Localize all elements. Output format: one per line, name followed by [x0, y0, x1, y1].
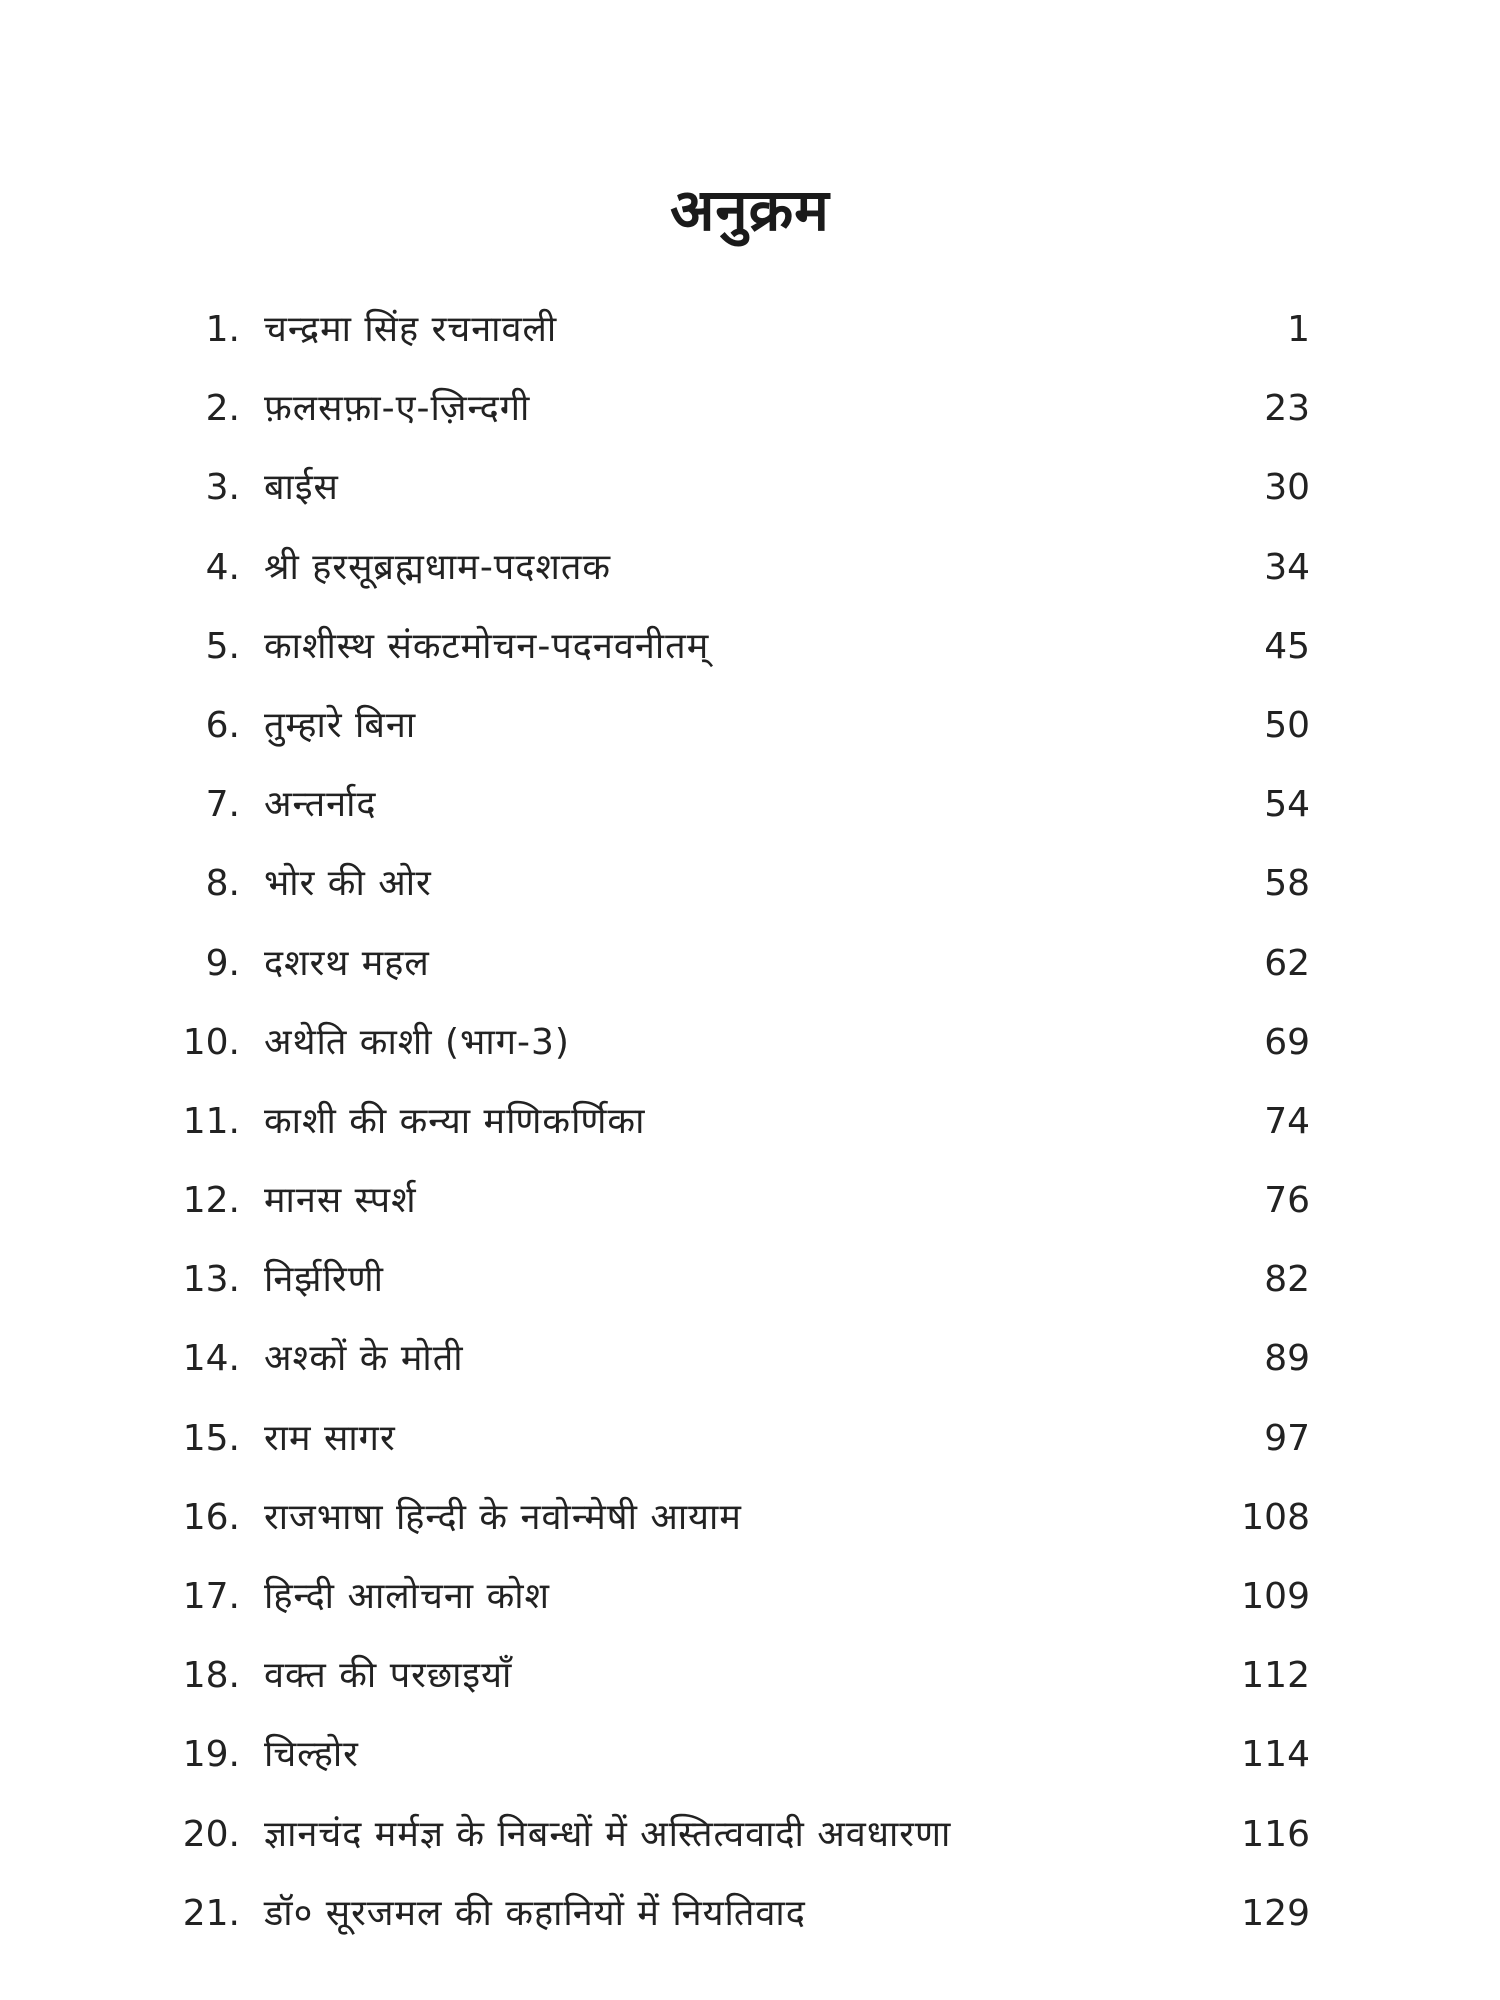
- toc-entry: [0, 607, 1500, 686]
- toc-entry-title: श्री हरसूब्रह्मधाम-पदशतक: [264, 546, 612, 588]
- toc-entry-title: वक्त की परछाइयाँ: [264, 1655, 513, 1697]
- toc-entry-title: काशी की कन्या मणिकर्णिका: [264, 1100, 646, 1142]
- toc-entry-number: 20.: [182, 1813, 240, 1855]
- toc-entry-title: अश्कों के मोती: [264, 1338, 464, 1380]
- toc-entry-number: 7.: [205, 784, 240, 826]
- toc-entry-title: ज्ञानचंद मर्मज्ञ के निबन्धों में अस्तित्ववादी अवधारणा: [264, 1813, 952, 1855]
- toc-entry: [0, 369, 1500, 448]
- toc-entry-page: 69: [1264, 1021, 1310, 1063]
- toc-entry-title: अन्तर्नाद: [264, 784, 377, 826]
- toc-entry-number: 1.: [205, 309, 240, 350]
- toc-entry: [0, 1082, 1500, 1161]
- toc-entry-title: राम सागर: [264, 1417, 396, 1459]
- toc-entry-title: काशीस्थ संकटमोचन-पदनवनीतम्: [264, 625, 710, 667]
- toc-entry-page: 30: [1264, 467, 1310, 509]
- toc-entry-number: 16.: [182, 1496, 240, 1538]
- toc-entry-page: 74: [1264, 1100, 1310, 1142]
- toc-entry: [0, 924, 1500, 1003]
- toc-entry: [0, 528, 1500, 607]
- toc-entry-page: 82: [1264, 1259, 1310, 1301]
- toc-entry: [0, 765, 1500, 844]
- toc-entry-page: 129: [1241, 1892, 1310, 1934]
- toc-entry: [0, 1478, 1500, 1557]
- toc-entry-page: 23: [1264, 388, 1310, 430]
- toc-entry: [0, 1636, 1500, 1715]
- toc-entry: [0, 1399, 1500, 1478]
- toc-entry-title: फ़लसफ़ा-ए-ज़िन्दगी: [264, 388, 531, 430]
- toc-entry-page: 114: [1241, 1734, 1310, 1776]
- toc-entry: [0, 1240, 1500, 1319]
- toc-entry-number: 2.: [205, 388, 240, 430]
- toc-entry-page: 58: [1264, 863, 1310, 905]
- toc-entry: [0, 686, 1500, 765]
- toc-entry-number: 17.: [182, 1576, 240, 1617]
- toc-entry-number: 14.: [182, 1338, 240, 1380]
- toc-entry-number: 4.: [205, 546, 240, 588]
- toc-entry-page: 112: [1241, 1655, 1310, 1697]
- toc-entry-title: मानस स्पर्श: [264, 1180, 417, 1222]
- toc-entry-title: दशरथ महल: [264, 942, 430, 984]
- toc-entry: [0, 1319, 1500, 1398]
- toc-entry-page: 109: [1241, 1576, 1310, 1617]
- toc-entry-title: तुम्हारे बिना: [264, 704, 417, 746]
- toc-entry-page: 108: [1241, 1496, 1310, 1538]
- toc-entry-number: 10.: [182, 1021, 240, 1063]
- toc-entry-title: चन्द्रमा सिंह रचनावली: [264, 309, 558, 350]
- toc-entry-number: 6.: [205, 704, 240, 746]
- toc-entry-title: अथेति काशी (भाग-3): [264, 1021, 570, 1063]
- toc-entry: [0, 844, 1500, 923]
- toc-entry: [0, 1161, 1500, 1240]
- toc-entry-number: 9.: [205, 942, 240, 984]
- toc-entry-page: 116: [1241, 1813, 1310, 1855]
- toc-entry-page: 97: [1264, 1417, 1310, 1459]
- toc-entry-number: 19.: [182, 1734, 240, 1776]
- toc-entry-title: राजभाषा हिन्दी के नवोन्मेषी आयाम: [264, 1496, 742, 1538]
- toc-entry: [0, 1715, 1500, 1794]
- toc-entry-number: 13.: [182, 1259, 240, 1301]
- toc-entry: [0, 1795, 1500, 1874]
- toc-entry-number: 18.: [182, 1655, 240, 1697]
- toc-entry-title: हिन्दी आलोचना कोश: [264, 1576, 551, 1617]
- toc-entry-page: 62: [1264, 942, 1310, 984]
- toc-entry-page: 1: [1287, 309, 1310, 350]
- toc-entry-title: भोर की ओर: [264, 863, 432, 905]
- table-of-contents: [0, 290, 1500, 1953]
- toc-entry-number: 11.: [182, 1100, 240, 1142]
- toc-entry-number: 21.: [182, 1892, 240, 1934]
- toc-entry-page: 50: [1264, 704, 1310, 746]
- toc-entry: [0, 1557, 1500, 1636]
- toc-entry-title: निर्झरिणी: [264, 1259, 384, 1301]
- toc-entry-page: 76: [1264, 1180, 1310, 1222]
- toc-entry-title: बाईस: [264, 467, 339, 509]
- toc-entry-number: 3.: [205, 467, 240, 509]
- toc-entry-number: 5.: [205, 625, 240, 667]
- toc-entry: [0, 448, 1500, 527]
- toc-entry-title: चिल्होर: [264, 1734, 359, 1776]
- toc-entry: [0, 1874, 1500, 1953]
- toc-entry-number: 15.: [182, 1417, 240, 1459]
- toc-entry-page: 34: [1264, 546, 1310, 588]
- toc-entry-number: 8.: [205, 863, 240, 905]
- toc-entry-page: 54: [1264, 784, 1310, 826]
- page-title: अनुक्रम: [670, 176, 830, 244]
- toc-entry-page: 89: [1264, 1338, 1310, 1380]
- toc-entry: [0, 1003, 1500, 1082]
- toc-entry: [0, 290, 1500, 369]
- toc-entry-page: 45: [1264, 625, 1310, 667]
- toc-entry-title: डॉ० सूरजमल की कहानियों में नियतिवाद: [264, 1892, 806, 1934]
- toc-entry-number: 12.: [182, 1180, 240, 1222]
